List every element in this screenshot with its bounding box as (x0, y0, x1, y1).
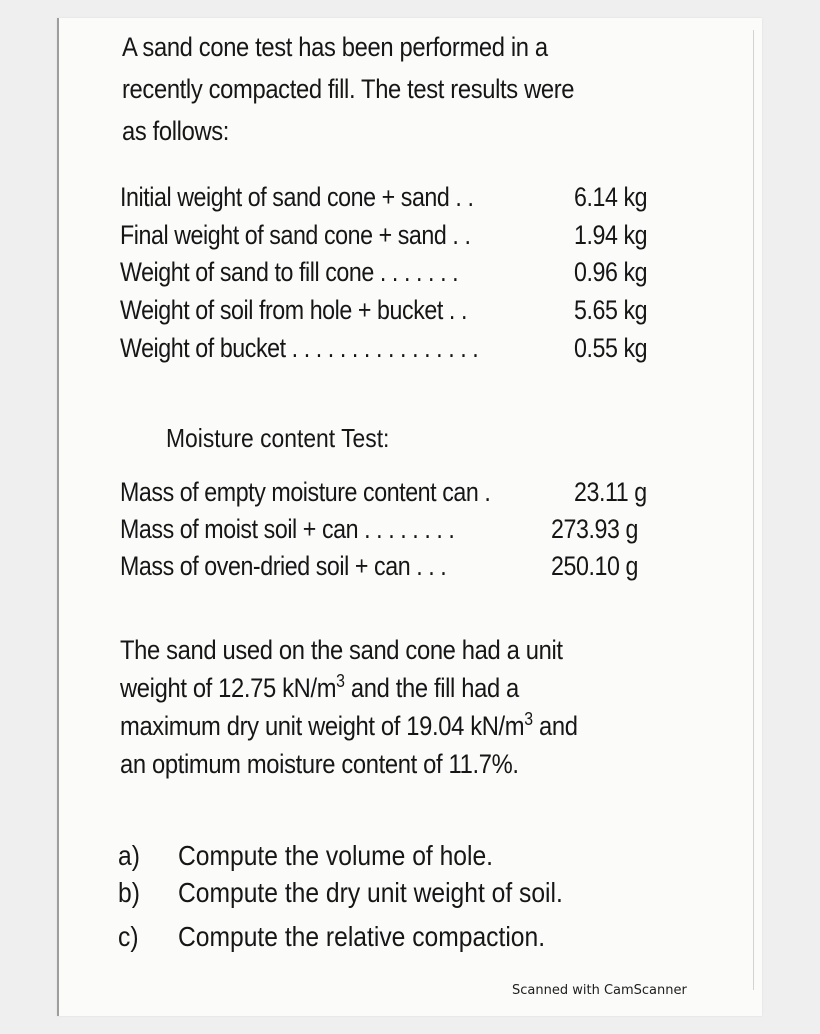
moisture-row-label: Mass of moist soil + can . . . . . . . . (120, 514, 455, 544)
sand-row-value: 5.65 kg (574, 295, 648, 325)
moisture-row-value: 250.10 g (551, 551, 638, 581)
paragraph-text: maximum dry unit weight of 19.04 kN/m (120, 711, 525, 741)
problem-paragraph (120, 633, 578, 785)
sand-row-label: Weight of bucket . . . . . . . . . . . . . . . . (120, 333, 479, 363)
sand-row-label: Weight of soil from hole + bucket . . (120, 295, 467, 325)
page-edge-left (57, 18, 59, 1016)
question-letter: c) (118, 921, 139, 952)
paragraph-line-4: an optimum moisture content of 11.7%. (120, 749, 519, 779)
page-edge-right (753, 30, 754, 990)
moisture-row-label: Mass of empty moisture content can . (120, 477, 491, 507)
paragraph-text: and the fill had a (344, 673, 519, 703)
sand-row-label: Initial weight of sand cone + sand . . (120, 182, 474, 212)
paragraph-line-3 (120, 709, 578, 747)
moisture-title: Moisture content Test: (166, 423, 390, 453)
sand-row-value: 1.94 kg (574, 220, 648, 250)
moisture-row-value: 273.93 g (551, 514, 638, 544)
question-text: Compute the volume of hole. (178, 840, 494, 871)
intro-line-2: recently compacted fill. The test results were (122, 74, 575, 104)
superscript: 3 (336, 671, 345, 691)
sand-row-value: 0.55 kg (574, 333, 648, 363)
question-text: Compute the relative compaction. (178, 921, 546, 952)
intro-line-1: A sand cone test has been performed in a (122, 32, 548, 62)
intro-line-3: as follows: (122, 116, 230, 146)
question-letter: b) (118, 877, 140, 908)
sand-row-value: 0.96 kg (574, 257, 648, 287)
question-letter: a) (118, 840, 140, 871)
scanner-watermark: Scanned with CamScanner (512, 983, 687, 998)
superscript: 3 (524, 709, 533, 729)
moisture-row-value: 23.11 g (574, 477, 647, 507)
sand-row-label: Weight of sand to fill cone . . . . . . . (120, 257, 459, 287)
paragraph-line-2 (120, 671, 578, 709)
paragraph-text: and (532, 711, 578, 741)
question-text: Compute the dry unit weight of soil. (178, 877, 563, 908)
moisture-row-label: Mass of oven-dried soil + can . . . (120, 551, 447, 581)
sand-row-label: Final weight of sand cone + sand . . (120, 220, 471, 250)
paragraph-line-1: The sand used on the sand cone had a unit (120, 635, 563, 665)
sand-row-value: 6.14 kg (574, 182, 648, 212)
paragraph-text: weight of 12.75 kN/m (120, 673, 337, 703)
intro-text (122, 30, 574, 156)
